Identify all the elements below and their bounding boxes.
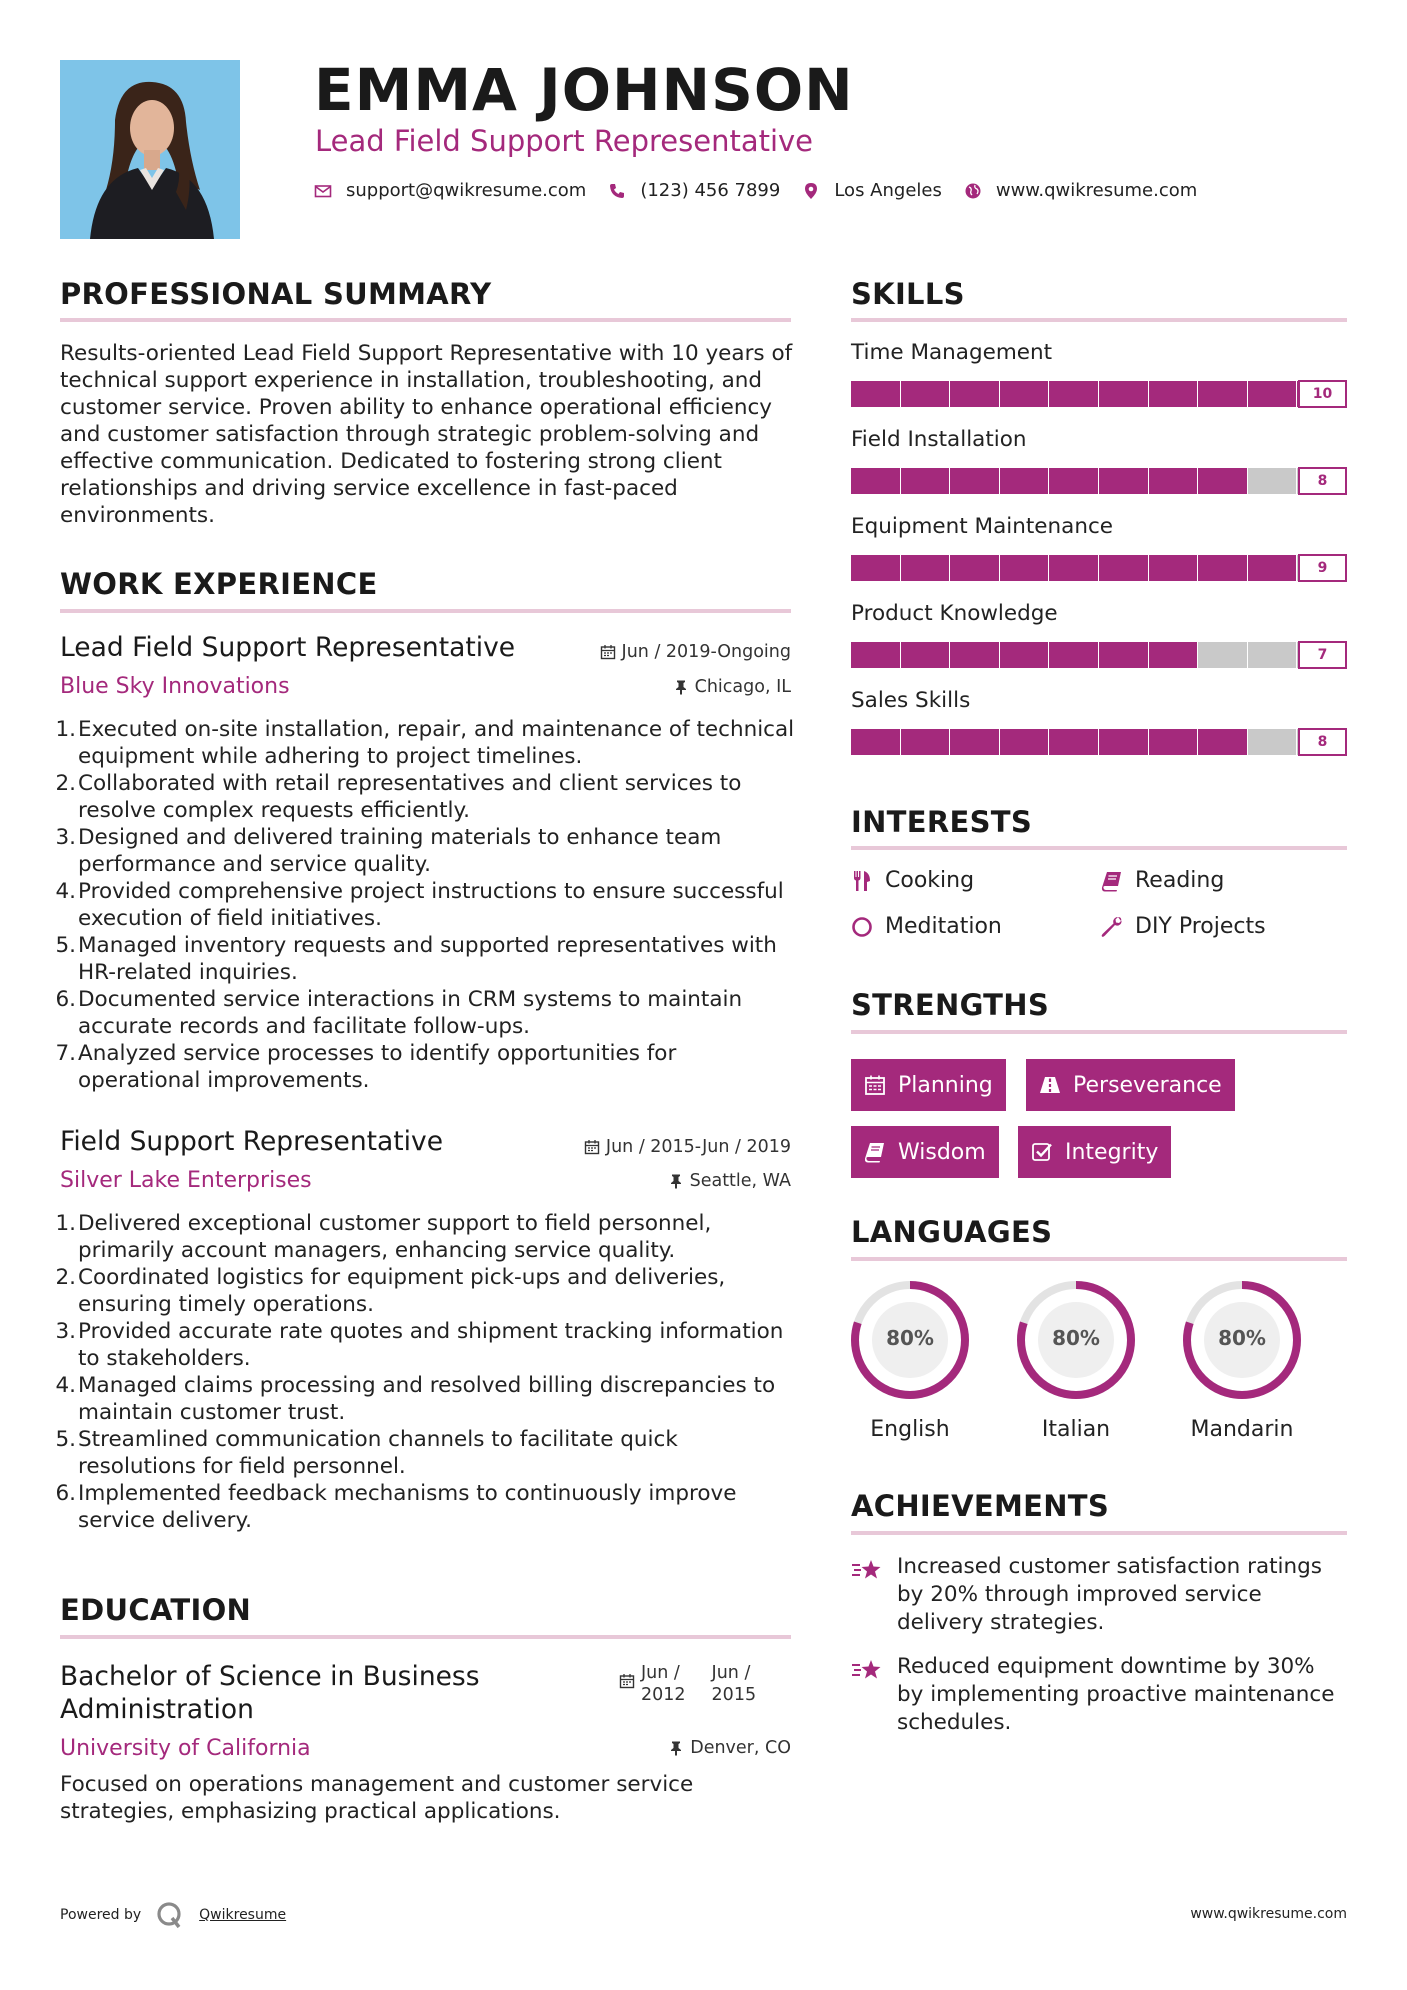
footer-url[interactable]: www.qwikresume.com bbox=[1190, 1906, 1347, 1922]
skill-label: Sales Skills bbox=[851, 688, 971, 713]
duties-list bbox=[55, 716, 795, 1094]
education-divider bbox=[60, 1635, 791, 1639]
strength-perseverance bbox=[1026, 1059, 1235, 1111]
skill-segment bbox=[1000, 729, 1050, 755]
achievement-text: Reduced equipment downtime by 30% by implementing proactive maintenance schedules. bbox=[897, 1654, 1335, 1735]
skill-segment bbox=[901, 642, 951, 668]
skill-bar bbox=[851, 468, 1347, 494]
skill-segment bbox=[1198, 642, 1248, 668]
interest-label: Cooking bbox=[885, 868, 975, 893]
duty-item bbox=[55, 1040, 795, 1094]
duty-text: Implemented feedback mechanisms to continuously improve service delivery. bbox=[78, 1481, 737, 1533]
duty-number: 4. bbox=[55, 1373, 76, 1398]
language-percent: 80% bbox=[1052, 1326, 1100, 1350]
strength-label: Integrity bbox=[1065, 1139, 1159, 1165]
skill-level-badge: 8 bbox=[1298, 467, 1347, 495]
job-date bbox=[600, 642, 791, 662]
skill-segment bbox=[1000, 555, 1050, 581]
strength-wisdom bbox=[851, 1126, 999, 1178]
interest-label: DIY Projects bbox=[1135, 914, 1266, 939]
skill-label: Product Knowledge bbox=[851, 601, 1058, 626]
calendar-icon bbox=[619, 1673, 635, 1689]
skill-segment bbox=[1099, 468, 1149, 494]
skill-bar bbox=[851, 555, 1347, 581]
achievement-item bbox=[851, 1653, 1347, 1737]
calendar-icon bbox=[864, 1074, 886, 1096]
book-icon bbox=[864, 1141, 886, 1163]
skill-segment bbox=[950, 729, 1000, 755]
skill-segment bbox=[851, 555, 901, 581]
education-description: Focused on operations management and customer service strategies, emphasizing practical applications. bbox=[60, 1772, 694, 1824]
website-text: www.qwikresume.com bbox=[995, 180, 1198, 201]
skill-segment bbox=[950, 555, 1000, 581]
school-name: University of California bbox=[60, 1736, 311, 1761]
duty-number: 3. bbox=[55, 1319, 76, 1344]
shooting-star-icon bbox=[851, 1657, 883, 1737]
interests-divider bbox=[851, 846, 1347, 850]
skill-segment bbox=[1099, 642, 1149, 668]
duty-item bbox=[55, 1318, 795, 1372]
languages-divider bbox=[851, 1257, 1347, 1261]
language-name: Mandarin bbox=[1190, 1417, 1294, 1442]
skill-segment bbox=[1198, 729, 1248, 755]
duty-item bbox=[55, 1372, 795, 1426]
skill-segment bbox=[1099, 381, 1149, 407]
education-end bbox=[712, 1662, 757, 1706]
company-name: Blue Sky Innovations bbox=[60, 674, 290, 699]
duty-number: 3. bbox=[55, 825, 76, 850]
job-date-text: Jun / 2019-Ongoing bbox=[621, 642, 791, 662]
duty-item bbox=[55, 1210, 795, 1264]
skill-segment bbox=[1000, 468, 1050, 494]
interest-diy bbox=[1101, 914, 1266, 939]
duty-number: 2. bbox=[55, 1265, 76, 1290]
language-name: Italian bbox=[1041, 1417, 1111, 1442]
duty-item bbox=[55, 986, 795, 1040]
summary-divider bbox=[60, 318, 791, 322]
skills-heading: SKILLS bbox=[851, 277, 965, 311]
strengths-heading: STRENGTHS bbox=[851, 988, 1050, 1022]
experience-heading: WORK EXPERIENCE bbox=[60, 567, 378, 601]
duty-number: 4. bbox=[55, 879, 76, 904]
skill-level-badge: 10 bbox=[1298, 380, 1347, 408]
languages-heading: LANGUAGES bbox=[851, 1215, 1053, 1249]
company-name: Silver Lake Enterprises bbox=[60, 1168, 312, 1193]
skill-segment bbox=[901, 729, 951, 755]
qwikresume-logo-icon bbox=[155, 1900, 185, 1930]
calendar-icon bbox=[600, 644, 616, 660]
skill-segment bbox=[851, 468, 901, 494]
duty-number: 5. bbox=[55, 1427, 76, 1452]
contact-email[interactable] bbox=[314, 180, 586, 201]
skill-segment bbox=[1049, 642, 1099, 668]
education-start bbox=[641, 1662, 686, 1706]
duty-number: 6. bbox=[55, 1481, 76, 1506]
powered-by-text: Powered by bbox=[60, 1907, 142, 1923]
skill-segment bbox=[1198, 468, 1248, 494]
calendar-icon bbox=[584, 1139, 600, 1155]
interest-cooking bbox=[851, 868, 974, 893]
skill-segment bbox=[1248, 642, 1298, 668]
achievements-divider bbox=[851, 1531, 1347, 1535]
duty-number: 5. bbox=[55, 933, 76, 958]
skill-segment bbox=[1149, 468, 1199, 494]
duty-text: Executed on-site installation, repair, and maintenance of technical equipment while adhering to project timelines. bbox=[78, 717, 795, 769]
map-pin-icon bbox=[802, 182, 820, 200]
skill-segment bbox=[1049, 381, 1099, 407]
skill-segment bbox=[1149, 381, 1199, 407]
job-date-text: Jun / 2015-Jun / 2019 bbox=[605, 1137, 791, 1157]
skill-segment bbox=[851, 642, 901, 668]
contact-phone[interactable] bbox=[608, 180, 780, 201]
interests-heading: INTERESTS bbox=[851, 805, 1033, 839]
skill-segment bbox=[901, 468, 951, 494]
strengths-divider bbox=[851, 1030, 1347, 1034]
duty-item bbox=[55, 1426, 795, 1480]
pushpin-icon bbox=[673, 679, 689, 695]
skill-segment bbox=[1099, 729, 1149, 755]
brand-link[interactable]: Qwikresume bbox=[199, 1907, 287, 1923]
pushpin-icon bbox=[668, 1740, 684, 1756]
job-date bbox=[584, 1137, 791, 1157]
achievements-heading: ACHIEVEMENTS bbox=[851, 1489, 1110, 1523]
skill-bar bbox=[851, 381, 1347, 407]
duties-list bbox=[55, 1210, 795, 1534]
skill-segment bbox=[1049, 555, 1099, 581]
summary-heading: PROFESSIONAL SUMMARY bbox=[60, 277, 492, 311]
pushpin-icon bbox=[668, 1173, 684, 1189]
duty-number: 1. bbox=[55, 1211, 76, 1236]
road-icon bbox=[1039, 1074, 1061, 1096]
achievement-item bbox=[851, 1553, 1347, 1637]
skill-level-badge: 8 bbox=[1298, 728, 1347, 756]
skill-segment bbox=[1248, 555, 1298, 581]
skill-segment bbox=[1149, 555, 1199, 581]
envelope-icon bbox=[314, 182, 332, 200]
phone-text: (123) 456 7899 bbox=[640, 180, 781, 201]
skill-bar bbox=[851, 729, 1347, 755]
language-percent: 80% bbox=[1218, 1326, 1266, 1350]
skill-segment bbox=[1248, 468, 1298, 494]
education-end-month: Jun / bbox=[711, 1663, 751, 1683]
duty-text: Provided comprehensive project instructions to ensure successful execution of field initiatives. bbox=[78, 879, 784, 931]
circle-icon bbox=[851, 916, 873, 938]
job-location-text: Chicago, IL bbox=[694, 677, 791, 697]
interest-reading bbox=[1101, 868, 1224, 893]
skill-segment bbox=[1248, 381, 1298, 407]
skill-segment bbox=[1000, 642, 1050, 668]
skill-segment bbox=[901, 381, 951, 407]
job-location bbox=[668, 1171, 791, 1191]
duty-text: Delivered exceptional customer support to field personnel, primarily account managers, enhancing service quality. bbox=[78, 1211, 712, 1263]
job-location-text: Seattle, WA bbox=[689, 1171, 791, 1191]
duty-text: Analyzed service processes to identify opportunities for operational improvements. bbox=[78, 1041, 677, 1093]
job-title: Field Support Representative bbox=[60, 1126, 444, 1157]
location-text: Los Angeles bbox=[834, 180, 942, 201]
achievement-text: Increased customer satisfaction ratings by 20% through improved service delivery strategies. bbox=[897, 1554, 1323, 1635]
profile-photo bbox=[60, 60, 240, 239]
duty-number: 1. bbox=[55, 717, 76, 742]
skill-segment bbox=[1049, 468, 1099, 494]
duty-item bbox=[55, 770, 795, 824]
skill-segment bbox=[901, 555, 951, 581]
education-end-year: 2015 bbox=[711, 1685, 757, 1705]
skill-label: Time Management bbox=[851, 340, 1053, 365]
skill-segment bbox=[1149, 729, 1199, 755]
strength-label: Wisdom bbox=[898, 1139, 986, 1165]
skill-segment bbox=[1099, 555, 1149, 581]
education-location-text: Denver, CO bbox=[690, 1738, 791, 1758]
duty-text: Collaborated with retail representatives and client services to resolve complex requests efficiently. bbox=[78, 771, 742, 823]
duty-text: Documented service interactions in CRM systems to maintain accurate records and facilitate follow-ups. bbox=[78, 987, 743, 1039]
education-start-month: Jun / bbox=[641, 1663, 680, 1683]
candidate-name: EMMA JOHNSON bbox=[314, 56, 854, 124]
candidate-title: Lead Field Support Representative bbox=[315, 124, 814, 158]
skill-segment bbox=[950, 642, 1000, 668]
shooting-star-icon bbox=[851, 1557, 883, 1637]
education-date bbox=[619, 1662, 756, 1706]
duty-number: 6. bbox=[55, 987, 76, 1012]
degree-line-1: Bachelor of Science in Business bbox=[60, 1661, 480, 1692]
duty-text: Designed and delivered training materials to enhance team performance and service quality. bbox=[78, 825, 722, 877]
skill-level-badge: 9 bbox=[1298, 554, 1347, 582]
contact-location bbox=[802, 180, 942, 201]
experience-divider bbox=[60, 609, 791, 613]
duty-item bbox=[55, 1264, 795, 1318]
degree-line-2: Administration bbox=[60, 1694, 254, 1725]
duty-item bbox=[55, 824, 795, 878]
degree-title bbox=[60, 1660, 480, 1726]
education-heading: EDUCATION bbox=[60, 1593, 252, 1627]
summary-text: Results-oriented Lead Field Support Representative with 10 years of technical support experience in installation, troubleshooting, and customer service. Proven ability to enhance operational efficiency and customer satisfaction through strategic problem-solving and effective communication. Dedicated to fostering strong client relationships and driving service excellence in fast-paced environments. bbox=[60, 341, 793, 528]
skill-bar bbox=[851, 642, 1347, 668]
skill-segment bbox=[1248, 729, 1298, 755]
skill-segment bbox=[1049, 729, 1099, 755]
duty-text: Streamlined communication channels to facilitate quick resolutions for field personnel. bbox=[78, 1427, 678, 1479]
strength-integrity bbox=[1018, 1126, 1171, 1178]
duty-text: Managed claims processing and resolved billing discrepancies to maintain customer trust. bbox=[78, 1373, 776, 1425]
interest-label: Reading bbox=[1135, 868, 1225, 893]
skill-segment bbox=[1149, 642, 1199, 668]
duty-number: 2. bbox=[55, 771, 76, 796]
skill-segment bbox=[851, 381, 901, 407]
skills-divider bbox=[851, 318, 1347, 322]
globe-icon bbox=[964, 182, 982, 200]
duty-item bbox=[55, 1480, 795, 1534]
phone-icon bbox=[608, 182, 626, 200]
profile-photo-image bbox=[60, 60, 240, 239]
contact-website[interactable] bbox=[964, 180, 1197, 201]
education-start-year: 2012 bbox=[641, 1685, 686, 1705]
strength-label: Perseverance bbox=[1073, 1072, 1222, 1098]
interest-label: Meditation bbox=[885, 914, 1002, 939]
skill-label: Equipment Maintenance bbox=[851, 514, 1113, 539]
interest-meditation bbox=[851, 914, 1002, 939]
duty-text: Managed inventory requests and supported representatives with HR-related inquiries. bbox=[78, 933, 777, 985]
utensils-icon bbox=[851, 870, 873, 892]
footer-powered bbox=[60, 1900, 286, 1930]
job-title: Lead Field Support Representative bbox=[60, 632, 516, 663]
skill-segment bbox=[1198, 555, 1248, 581]
duty-item bbox=[55, 878, 795, 932]
duty-item bbox=[55, 932, 795, 986]
wrench-icon bbox=[1101, 916, 1123, 938]
strength-label: Planning bbox=[898, 1072, 993, 1098]
duty-number: 7. bbox=[55, 1041, 76, 1066]
email-text: support@qwikresume.com bbox=[346, 180, 587, 201]
skill-segment bbox=[1000, 381, 1050, 407]
contact-bar bbox=[314, 180, 1219, 201]
skill-label: Field Installation bbox=[851, 427, 1027, 452]
duty-text: Provided accurate rate quotes and shipment tracking information to stakeholders. bbox=[78, 1319, 784, 1371]
skill-level-badge: 7 bbox=[1298, 641, 1347, 669]
duty-text: Coordinated logistics for equipment pick-ups and deliveries, ensuring timely operations. bbox=[78, 1265, 726, 1317]
checkbox-icon bbox=[1031, 1141, 1053, 1163]
book-icon bbox=[1101, 870, 1123, 892]
duty-item bbox=[55, 716, 795, 770]
education-location bbox=[668, 1738, 791, 1758]
skill-segment bbox=[950, 468, 1000, 494]
strength-planning bbox=[851, 1059, 1006, 1111]
job-location bbox=[673, 677, 791, 697]
language-percent: 80% bbox=[886, 1326, 934, 1350]
skill-segment bbox=[851, 729, 901, 755]
skill-segment bbox=[950, 381, 1000, 407]
language-name: English bbox=[870, 1417, 950, 1442]
skill-segment bbox=[1198, 381, 1248, 407]
